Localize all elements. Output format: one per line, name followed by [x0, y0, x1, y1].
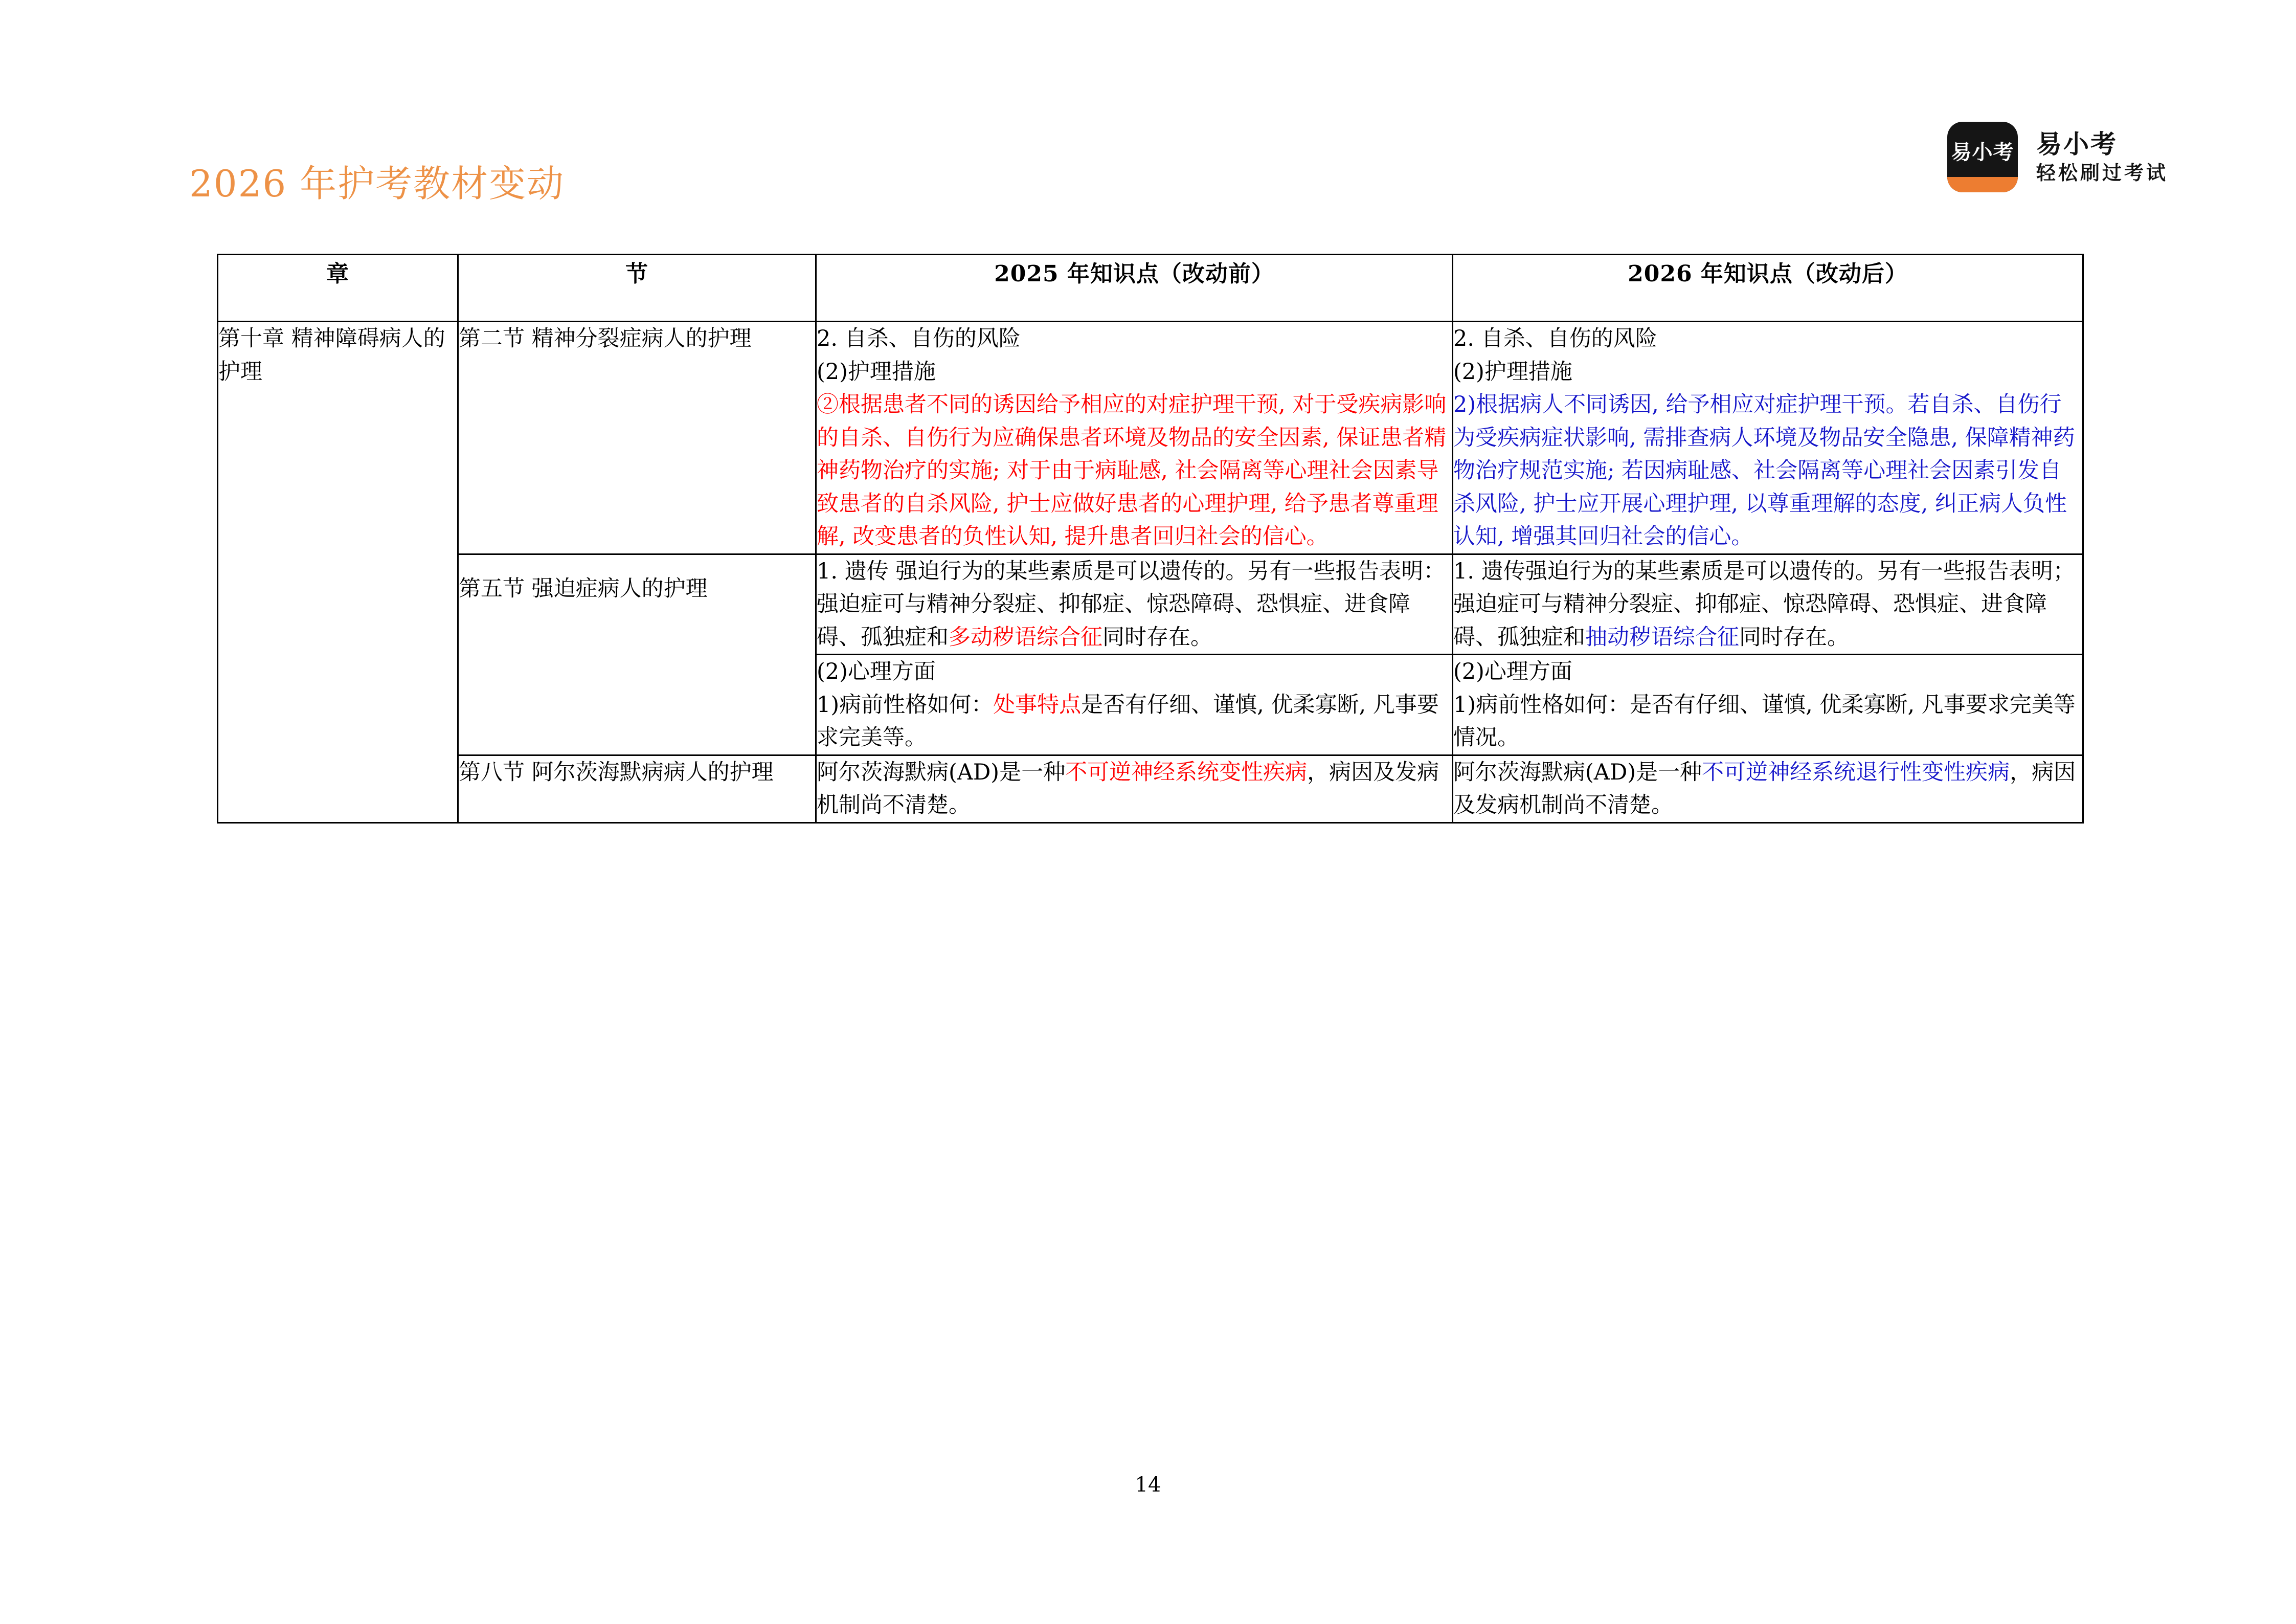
text-run: 1. 遗传强迫行为的某些素质是可以遗传的。另有一些报告表明；强迫症可与精神分裂症、抑郁症、惊恐障碍、恐惧症、进食障碍、孤独症和 — [1453, 558, 2075, 650]
app-icon — [1947, 122, 2018, 192]
cell-section: 第五节 强迫症病人的护理 — [458, 554, 816, 755]
cell-new-knowledge — [1453, 322, 2083, 554]
text-line: 2. 自杀、自伤的风险 — [817, 326, 1021, 351]
text-run: 同时存在。 — [1739, 624, 1849, 650]
brand-name: 易小考 — [2036, 129, 2118, 159]
cell-section: 第八节 阿尔茨海默病病人的护理 — [458, 755, 816, 822]
text-run-changed: 不可逆神经系统退行性变性疾病 — [1702, 759, 2010, 785]
table-row — [218, 554, 2083, 655]
table-row — [218, 755, 2083, 822]
text-line: (2)心理方面 — [817, 659, 936, 684]
text-run: ，病因及发病机制尚不清楚。 — [817, 759, 1439, 818]
changes-table — [217, 254, 2084, 824]
brand-logo — [1947, 122, 2168, 192]
column-header-chapter: 章 — [218, 255, 458, 322]
cell-new-knowledge — [1453, 554, 2083, 655]
cell-old-knowledge — [816, 322, 1453, 554]
text-paragraph — [817, 688, 1452, 754]
text-run: 同时存在。 — [1102, 624, 1212, 650]
text-run-changed: 抽动秽语综合征 — [1585, 624, 1739, 650]
cell-new-knowledge — [1453, 755, 2083, 822]
brand-slogan: 轻松刷过考试 — [2036, 161, 2168, 184]
cell-old-knowledge — [816, 655, 1453, 755]
text-run: 阿尔茨海默病(AD)是一种 — [1453, 759, 1702, 785]
cell-chapter: 第十章 精神障碍病人的护理 — [218, 322, 458, 823]
page-title: 2026 年护考教材变动 — [189, 162, 565, 205]
cell-new-knowledge — [1453, 655, 2083, 755]
page-header — [0, 0, 2296, 220]
text-run: ，病因及发病机制尚不清楚。 — [1453, 759, 2076, 818]
page-number: 14 — [1135, 1473, 1161, 1497]
text-line: (2)护理措施 — [1453, 359, 1572, 385]
text-line-changed: 2)根据病人不同诱因, 给予相应对症护理干预。若自杀、自伤行为受疾病症状影响, 需排查病人环境及物品安全隐患, 保障精神药物治疗规范实施; 若因病耻感、社会隔离等心理社会因素引发自杀风险, 护士应开展心理护理, 以尊重理解的态度, 纠正病人负性认知, 增强其回归社会的信心。 — [1453, 392, 2075, 549]
changes-table-wrapper — [217, 254, 2082, 824]
cell-section: 第二节 精神分裂症病人的护理 — [458, 322, 816, 554]
text-run-changed: 处事特点 — [993, 692, 1082, 718]
cell-old-knowledge — [816, 554, 1453, 655]
brand-text — [2036, 129, 2168, 185]
text-paragraph: 1)病前性格如何：是否有仔细、谨慎, 优柔寡断, 凡事要求完美等情况。 — [1453, 692, 2076, 750]
text-run: 阿尔茨海默病(AD)是一种 — [817, 759, 1066, 785]
column-header-old: 2025 年知识点（改动前） — [816, 255, 1453, 322]
text-line: (2)心理方面 — [1453, 659, 1572, 684]
column-header-new: 2026 年知识点（改动后） — [1453, 255, 2083, 322]
app-icon-band — [1947, 177, 2018, 192]
text-run: 1)病前性格如何： — [817, 692, 994, 718]
text-run: 1. 遗传 强迫行为的某些素质是可以遗传的。另有一些报告表明：强迫症可与精神分裂症、抑郁症、惊恐障碍、恐惧症、进食障碍、孤独症和 — [817, 558, 1446, 650]
text-line: 2. 自杀、自伤的风险 — [1453, 326, 1657, 351]
text-run-changed: 多动秽语综合征 — [949, 624, 1102, 650]
text-run-changed: 不可逆神经系统变性疾病 — [1065, 759, 1308, 785]
text-run: 是否有仔细、谨慎, 优柔寡断, 凡事要求完美等。 — [817, 692, 1439, 750]
table-row — [218, 322, 2083, 554]
text-line: (2)护理措施 — [817, 359, 936, 385]
table-header-row — [218, 255, 2083, 322]
cell-old-knowledge — [816, 755, 1453, 822]
column-header-section: 节 — [458, 255, 816, 322]
app-icon-label: 易小考 — [1951, 140, 2014, 164]
text-line-changed: ②根据患者不同的诱因给予相应的对症护理干预, 对于受疾病影响的自杀、自伤行为应确保患者环境及物品的安全因素, 保证患者精神药物治疗的实施; 对于由于病耻感, 社会隔离等心理社会因素导致患者的自杀风险, 护士应做好患者的心理护理, 给予患者尊重理解, 改变患者的负性认知, 提升患者回归社会的信心。 — [817, 392, 1447, 549]
